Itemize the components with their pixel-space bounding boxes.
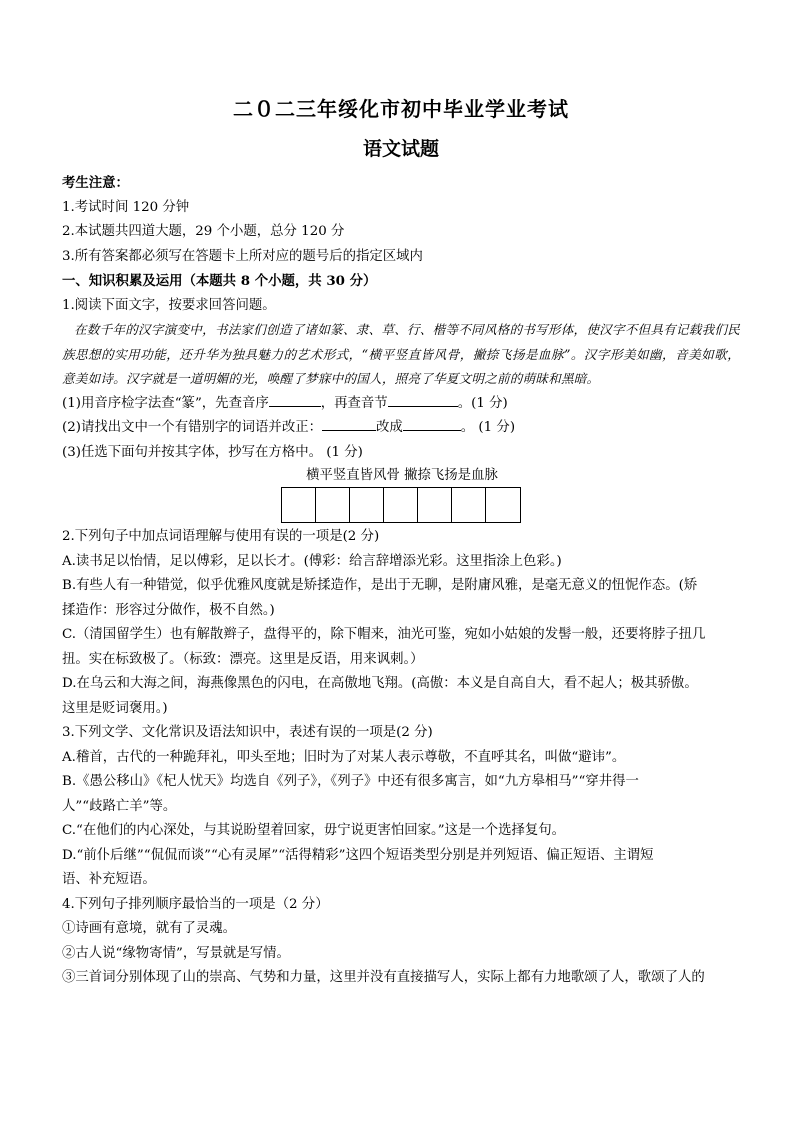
q1-passage: 在数千年的汉字演变中，书法家们创造了诸如篆、隶、草、行、楷等不同风格的书写形体，使汉字不但具有记载我们民族思想的实用功能，还升华为独具魅力的艺术形式，“横平竖直皆风骨，撇捺飞扬是血脉”。汉字形美如幽，音美如歌，意美如诗。汉字就是一道明媚的光，唤醒了梦寐中的国人，照亮了华夏文明之前的萌昧和黑暗。	[62, 322, 740, 386]
q2-option-a: A.读书足以怡情，足以傅彩，足以长才。(傅彩：给言辞增添光彩。这里指涂上色彩。)	[62, 553, 562, 569]
q3-stem: 3.下列文学、文化常识及语法知识中，表述有误的一项是(2 分)	[62, 725, 433, 740]
q2-option-b-line-1: B.有些人有一种错觉，似乎优雅风度就是矫揉造作，是出于无聊，是附庸风雅，是毫无意义的忸怩作态。(矫	[62, 578, 698, 593]
notice-item-2: 2.本试题共四道大题，29 个小题，总分 120 分	[62, 224, 345, 239]
q4-sentence-1: ①诗画有意境，就有了灵魂。	[62, 921, 237, 936]
q2-option-b-line-2: 揉造作：形容过分做作，极不自然。)	[62, 602, 275, 618]
q1-writing-grid	[62, 487, 740, 523]
q1-sub1-blank-1[interactable]	[269, 393, 321, 407]
q3-option-b-line-1: B.《愚公移山》《杞人忧天》均选自《列子》，《列子》中还有很多寓言，如“九方皋相马”“穿井得一	[62, 774, 639, 789]
q3-option-b-line-2: 人”“歧路亡羊”等。	[62, 798, 177, 814]
q1-sub1	[62, 392, 740, 417]
q3-option-d-line-2: 语、补充短语。	[62, 872, 156, 887]
q2-option-c-line-1: C.（清国留学生）也有解散辫子，盘得平的，除下帽来，油光可鉴，宛如小姑娘的发髻一般，还要将脖子扭几	[62, 627, 706, 642]
writing-grid-cell[interactable]	[350, 488, 384, 522]
q3-option-c: C.“在他们的内心深处，与其说盼望着回家，毋宁说更害怕回家。”这是一个选择复句。	[62, 823, 566, 838]
q1-sub2-text-b: 改成	[376, 420, 403, 435]
writing-grid-cell[interactable]	[452, 488, 486, 522]
q3-option-d-line-1: D.“前仆后继”“侃侃而谈”“心有灵犀”“活得精彩”这四个短语类型分别是并列短语、偏正短语、主谓短	[62, 847, 654, 863]
writing-grid-cell[interactable]	[316, 488, 350, 522]
q1-sub2-blank-2[interactable]	[403, 417, 461, 431]
q1-sub1-text-c: 。(1 分)	[457, 395, 508, 411]
writing-grid-cell[interactable]	[486, 488, 520, 522]
q1-writing-grid-cells	[281, 487, 521, 523]
q1-sub2	[62, 416, 740, 441]
writing-grid-cell[interactable]	[384, 488, 418, 522]
exam-title: 二０二三年绥化市初中毕业学业考试	[233, 97, 569, 121]
q1-box-caption: 横平竖直皆风骨 撇捺飞扬是血脉	[306, 468, 498, 483]
notice-item-3: 3.所有答案都必须写在答题卡上所对应的题号后的指定区域内	[62, 248, 423, 264]
q1-sub3: (3)任选下面句并按其字体，抄写在方格中。 (1 分)	[62, 444, 363, 460]
exam-page	[62, 95, 740, 991]
q4-stem: 4.下列句子排列顺序最恰当的一项是（2 分）	[62, 896, 329, 912]
q1-sub2-text-a: (2)请找出文中一个有错别字的词语并改正：	[62, 420, 322, 435]
q1-sub1-text-a: (1)用音序检字法查“篆”，先查音序	[62, 395, 269, 411]
q1-sub2-blank-1[interactable]	[322, 417, 376, 431]
q1-sub1-blank-2[interactable]	[388, 393, 458, 407]
q3-option-a: A.稽首，古代的一种跪拜礼，叩头至地；旧时为了对某人表示尊敬，不直呼其名，叫做“避讳”。	[62, 749, 626, 765]
q4-sentence-3: ③三首词分别体现了山的崇高、气势和力量，这里并没有直接描写人，实际上都有力地歌颂了人，歌颂了人的	[62, 970, 705, 985]
exam-subtitle: 语文试题	[362, 138, 439, 160]
notice-item-1: 1.考试时间 120 分钟	[62, 199, 190, 215]
q1-sub2-text-c: 。 (1 分)	[460, 420, 516, 435]
q2-stem: 2.下列句子中加点词语理解与使用有误的一项是(2 分)	[62, 529, 380, 544]
q2-option-d-line-2: 这里是贬词褒用。)	[62, 700, 168, 716]
q1-stem: 1.阅读下面文字，按要求回答问题。	[62, 297, 276, 313]
notice-heading: 考生注意：	[62, 175, 129, 191]
q2-option-d-line-1: D.在乌云和大海之间，海燕像黑色的闪电，在高傲地飞翔。(高傲：本义是自高自大，看不起人；极其骄傲。	[62, 676, 698, 691]
q1-sub1-text-b: ，再查音节	[320, 395, 388, 411]
q4-sentence-2: ②古人说“缘物寄情”，写景就是写情。	[62, 945, 290, 961]
section-1-heading: 一、知识积累及运用（本题共 8 个小题，共 30 分）	[62, 273, 377, 289]
writing-grid-cell[interactable]	[282, 488, 316, 522]
writing-grid-cell[interactable]	[418, 488, 452, 522]
q2-option-c-line-2: 扭。实在标致极了。（标致：漂亮。这里是反语，用来讽刺。）	[62, 651, 424, 667]
